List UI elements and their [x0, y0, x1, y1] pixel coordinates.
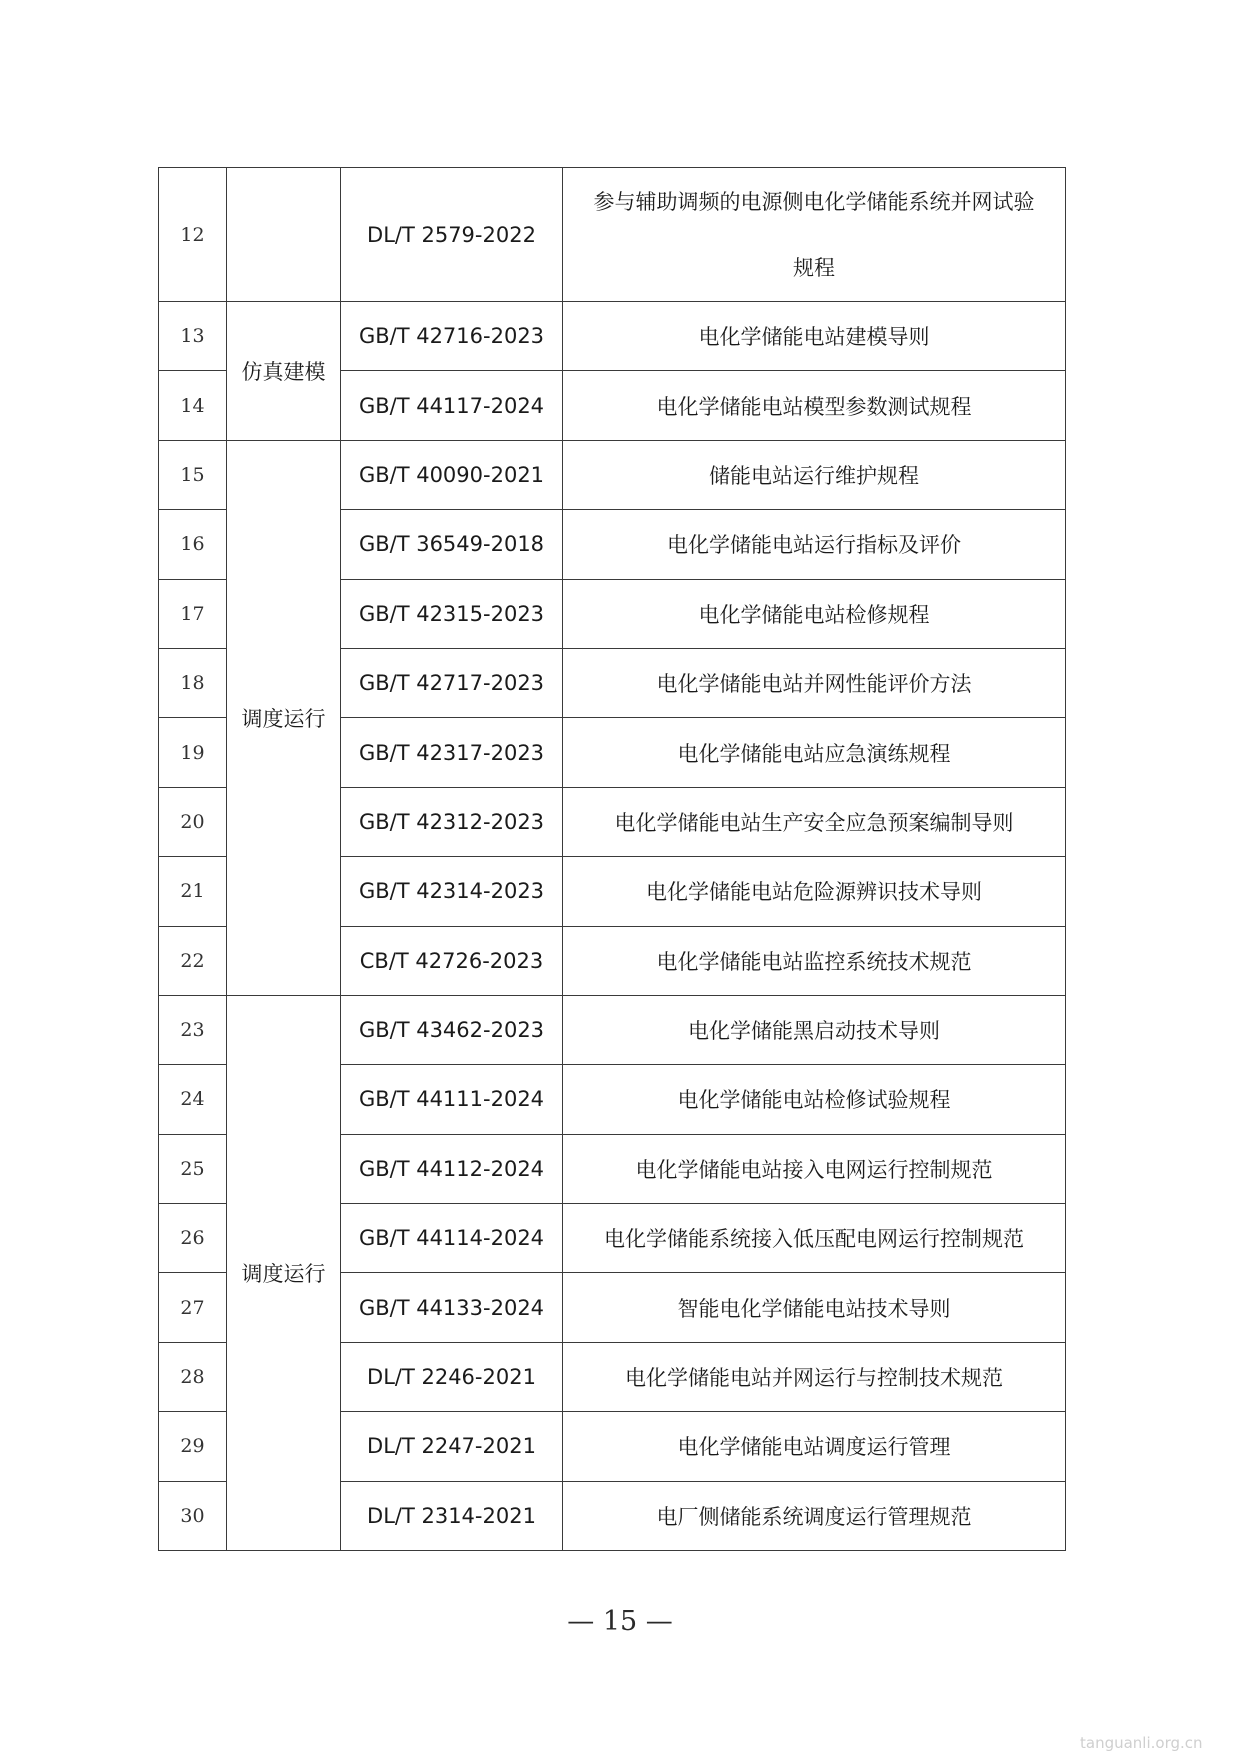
standards-table-container	[158, 167, 1065, 1551]
site-watermark: tanguanli.org.cn	[1080, 1734, 1203, 1752]
standard-title: 电化学储能电站检修试验规程	[563, 1065, 1066, 1134]
standard-code: DL/T 2314-2021	[341, 1481, 563, 1550]
standard-code: GB/T 42317-2023	[341, 718, 563, 787]
standard-title: 储能电站运行维护规程	[563, 440, 1066, 509]
standard-code: GB/T 42716-2023	[341, 302, 563, 371]
category-cell	[227, 168, 341, 302]
standard-code: GB/T 44117-2024	[341, 371, 563, 440]
standard-title	[563, 168, 1066, 302]
standard-code: GB/T 36549-2018	[341, 510, 563, 579]
row-number: 20	[159, 787, 227, 856]
standard-code: GB/T 44133-2024	[341, 1273, 563, 1342]
row-number: 15	[159, 440, 227, 509]
standard-code: GB/T 42312-2023	[341, 787, 563, 856]
table-row	[159, 440, 1066, 509]
row-number: 12	[159, 168, 227, 302]
page-number: — 15 —	[567, 1606, 673, 1637]
row-number: 14	[159, 371, 227, 440]
table-row	[159, 995, 1066, 1064]
standard-code: GB/T 43462-2023	[341, 995, 563, 1064]
standard-title: 电化学储能电站并网性能评价方法	[563, 648, 1066, 717]
row-number: 28	[159, 1342, 227, 1411]
standard-code: GB/T 40090-2021	[341, 440, 563, 509]
table-row	[159, 302, 1066, 371]
standard-code: GB/T 42314-2023	[341, 857, 563, 926]
row-number: 26	[159, 1204, 227, 1273]
standard-title: 电化学储能黑启动技术导则	[563, 995, 1066, 1064]
row-number: 22	[159, 926, 227, 995]
standard-title: 电化学储能电站监控系统技术规范	[563, 926, 1066, 995]
standard-code: CB/T 42726-2023	[341, 926, 563, 995]
standard-title-text: 参与辅助调频的电源侧电化学储能系统并网试验规程	[593, 189, 1035, 280]
row-number: 27	[159, 1273, 227, 1342]
standard-title: 电化学储能电站并网运行与控制技术规范	[563, 1342, 1066, 1411]
standards-table	[158, 167, 1066, 1551]
standard-title: 电化学储能电站建模导则	[563, 302, 1066, 371]
standard-title: 电化学储能电站运行指标及评价	[563, 510, 1066, 579]
row-number: 29	[159, 1412, 227, 1481]
category-cell: 调度运行	[227, 995, 341, 1550]
row-number: 21	[159, 857, 227, 926]
standard-title: 电化学储能电站模型参数测试规程	[563, 371, 1066, 440]
category-cell: 调度运行	[227, 440, 341, 995]
row-number: 23	[159, 995, 227, 1064]
standard-title: 电化学储能电站应急演练规程	[563, 718, 1066, 787]
row-number: 16	[159, 510, 227, 579]
table-row	[159, 168, 1066, 302]
standard-code: DL/T 2246-2021	[341, 1342, 563, 1411]
standard-code: GB/T 42315-2023	[341, 579, 563, 648]
row-number: 18	[159, 648, 227, 717]
row-number: 25	[159, 1134, 227, 1203]
standard-title: 电化学储能电站调度运行管理	[563, 1412, 1066, 1481]
row-number: 24	[159, 1065, 227, 1134]
standard-title: 电化学储能电站接入电网运行控制规范	[563, 1134, 1066, 1203]
row-number: 17	[159, 579, 227, 648]
standard-code: GB/T 42717-2023	[341, 648, 563, 717]
row-number: 30	[159, 1481, 227, 1550]
standard-code: GB/T 44112-2024	[341, 1134, 563, 1203]
standard-title: 电化学储能电站生产安全应急预案编制导则	[563, 787, 1066, 856]
standard-title: 电化学储能系统接入低压配电网运行控制规范	[563, 1204, 1066, 1273]
row-number: 19	[159, 718, 227, 787]
standard-code: DL/T 2247-2021	[341, 1412, 563, 1481]
standard-code: GB/T 44114-2024	[341, 1204, 563, 1273]
category-cell: 仿真建模	[227, 302, 341, 441]
standard-title: 电化学储能电站危险源辨识技术导则	[563, 857, 1066, 926]
row-number: 13	[159, 302, 227, 371]
standard-code: DL/T 2579-2022	[341, 168, 563, 302]
standard-code: GB/T 44111-2024	[341, 1065, 563, 1134]
standard-title: 智能电化学储能电站技术导则	[563, 1273, 1066, 1342]
standard-title: 电化学储能电站检修规程	[563, 579, 1066, 648]
standard-title: 电厂侧储能系统调度运行管理规范	[563, 1481, 1066, 1550]
